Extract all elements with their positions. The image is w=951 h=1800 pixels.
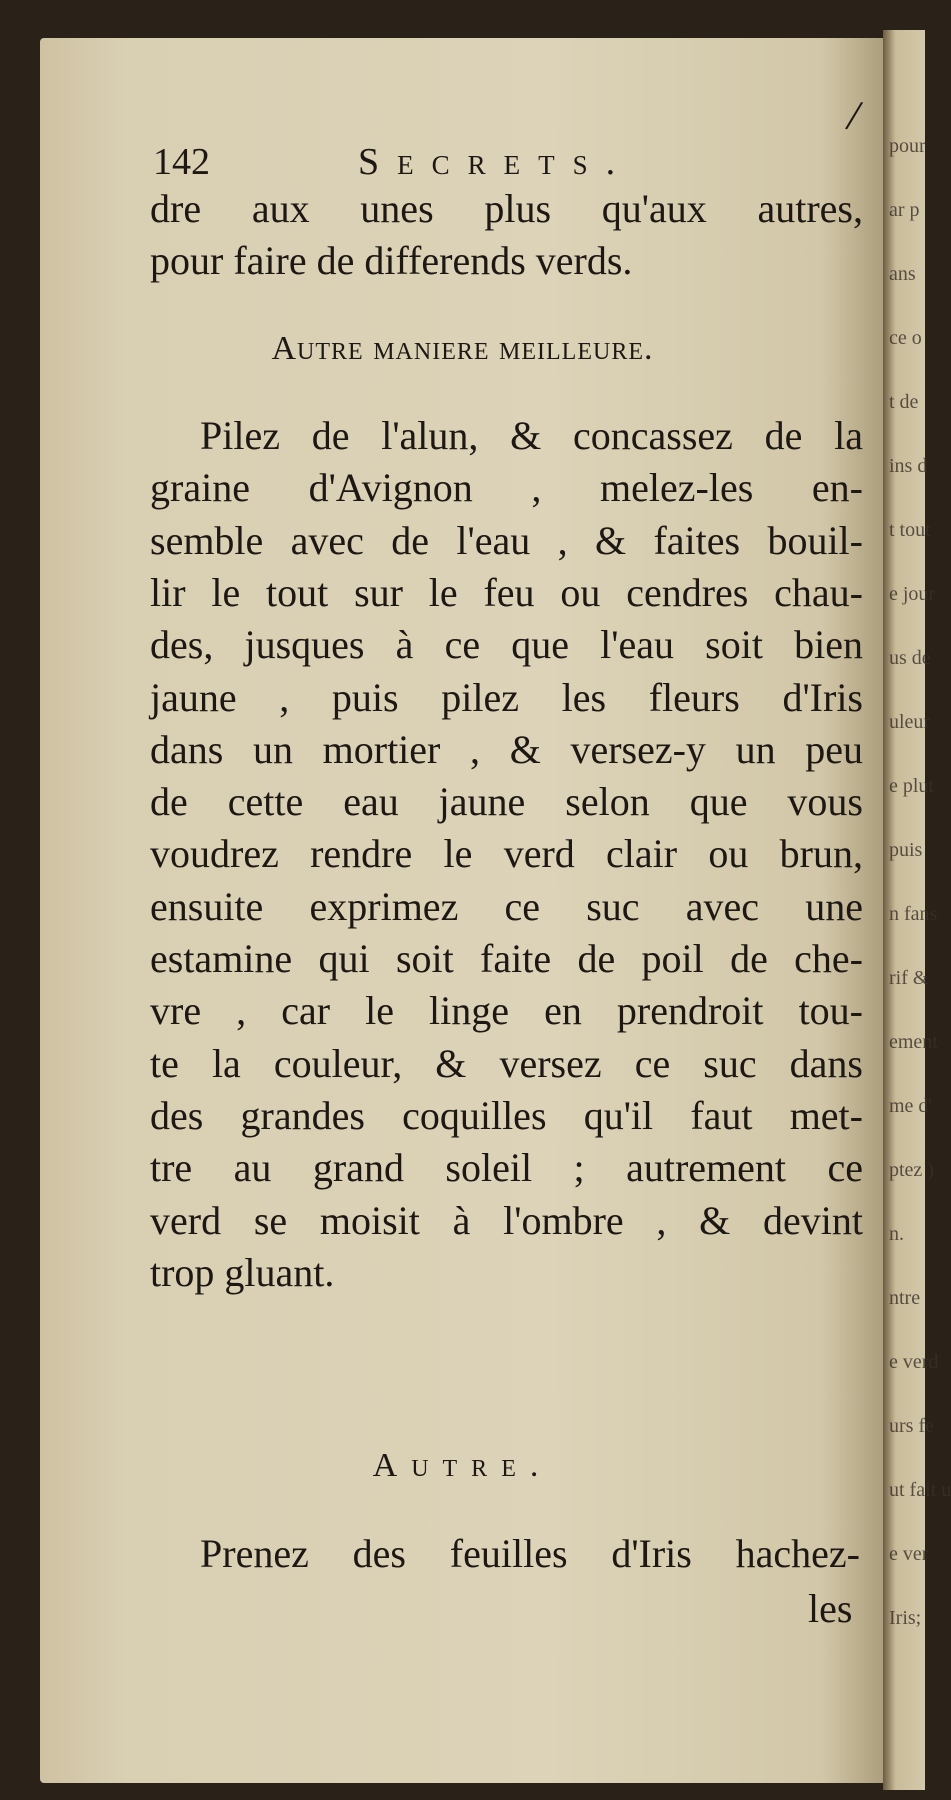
adjacent-page-fragment: rif & [889, 967, 929, 989]
adjacent-page-edge [883, 30, 951, 1790]
adjacent-page-fragment: me d' [889, 1095, 933, 1117]
adjacent-page-fragment: ce o [889, 327, 922, 349]
adjacent-page-fragment: e jour [889, 583, 936, 605]
corner-mark: / [843, 90, 866, 141]
adjacent-page-fragment: ut fait u [889, 1479, 951, 1501]
adjacent-page-fragment: t tout [889, 519, 931, 541]
adjacent-page-fragment: puis [889, 839, 923, 861]
text-line: dre aux unes plus qu'aux autres, [150, 186, 863, 231]
page-number: 142 [153, 141, 210, 183]
adjacent-page-fragment: n. [889, 1223, 904, 1245]
text-line: lir le tout sur le feu ou cendres chau- [150, 569, 863, 615]
adjacent-page-fragment: e verd [889, 1351, 939, 1373]
text-line: Prenez des feuilles d'Iris hachez- [200, 1531, 860, 1576]
text-line: estamine qui soit faite de poil de che- [150, 936, 863, 981]
text-line: des, jusques à ce que l'eau soit bien [150, 622, 863, 668]
text-line: des grandes coquilles qu'il faut met- [150, 1092, 863, 1138]
catchword: les [808, 1586, 853, 1631]
adjacent-page-fragment: ar p [889, 199, 920, 221]
text-line: tre au grand soleil ; autrement ce [150, 1145, 863, 1191]
text-line: te la couleur, & versez ce suc dans [150, 1040, 863, 1086]
text-line: de cette eau jaune selon que vous [150, 779, 863, 825]
text-line: Pilez de l'alun, & concassez de la [200, 413, 863, 458]
text-line: jaune , puis pilez les fleurs d'Iris [150, 674, 863, 720]
running-title: Secrets. [358, 141, 634, 183]
text-line: pour faire de differends verds. [150, 238, 633, 283]
adjacent-page-fragment: uleur [889, 711, 931, 733]
text-line: graine d'Avignon , melez-les en- [150, 465, 863, 511]
running-header [153, 140, 634, 184]
adjacent-page-fragment: us de [889, 647, 931, 669]
adjacent-page-fragment: urs fe [889, 1415, 934, 1437]
text-line: voudrez rendre le verd clair ou brun, [150, 831, 863, 877]
adjacent-page-fragment: t de [889, 391, 919, 413]
text-line: dans un mortier , & versez-y un peu [150, 726, 863, 772]
adjacent-page-fragment: ptez ) [889, 1159, 934, 1181]
adjacent-page-fragment: n fans [889, 903, 938, 925]
adjacent-page-fragment: ins d [889, 455, 928, 477]
text-line: verd se moisit à l'ombre , & devint [150, 1197, 863, 1243]
text-line: vre , car le linge en prendroit tou- [150, 988, 863, 1034]
text-line: trop gluant. [150, 1249, 335, 1295]
text-line: semble avec de l'eau , & faites bouil- [150, 517, 863, 563]
adjacent-page-fragment: ans [889, 263, 916, 285]
adjacent-page-fragment: e ver [889, 1543, 929, 1565]
section-heading: Autre maniere meilleure. [271, 330, 654, 367]
section-heading: Autre. [372, 1447, 553, 1484]
text-line: ensuite exprimez ce suc avec une [150, 883, 863, 929]
adjacent-page-fragment: Iris; [889, 1607, 922, 1629]
adjacent-page-fragment: ntre [889, 1287, 921, 1309]
adjacent-page-fragment: pour [889, 135, 926, 157]
adjacent-page-fragment: ement [889, 1031, 938, 1053]
adjacent-page-fragment: e plut [889, 775, 934, 797]
